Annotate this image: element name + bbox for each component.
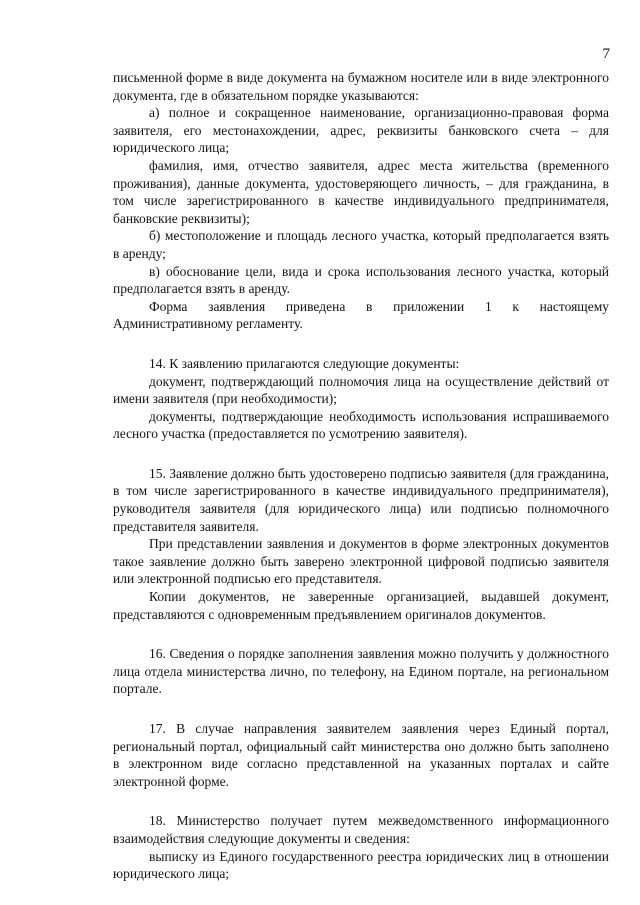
paragraph-citizen-details: фамилия, имя, отчество заявителя, адрес места жительства (временного проживания), данные документа, удостоверяющего личность, – для гражданина, в том числе зарегистрированного в качестве индивидуального предпринимателя, банковские реквизиты);: [113, 157, 609, 226]
document-body: [113, 69, 609, 883]
paragraph-copies-originals: Копии документов, не заверенные организацией, выдавшей документ, представляются с одновременным предъявлением оригиналов документов.: [113, 589, 609, 622]
paragraph-form-reference: Форма заявления приведена в приложении 1 к настоящему Административному регламенту.: [113, 298, 609, 332]
paragraph-authority-document: документ, подтверждающий полномочия лица на осуществление действий от имени заявителя (при необходимости);: [113, 373, 609, 407]
paragraph-item-a: а) полное и сокращенное наименование, организационно-правовая форма заявителя, его местонахождении, адрес, реквизиты банковского счета – для юридического лица;: [113, 105, 609, 156]
paragraph-section-14: 14. К заявлению прилагаются следующие документы:: [149, 355, 460, 371]
paragraph-item-b: б) местоположение и площадь лесного участка, который предполагается взять в аренду;: [113, 228, 609, 261]
paragraph-registry-extract: выписку из Единого государственного реестра юридических лиц в отношении юридического лица;: [113, 848, 609, 882]
page-number: 7: [602, 46, 610, 62]
paragraph-item-v: в) обоснование цели, вида и срока использования лесного участка, который предполагается взять в аренду.: [113, 263, 609, 297]
paragraph-section-18: 18. Министерство получает путем межведомственного информационного взаимодействия следующие документы и сведения:: [113, 813, 609, 846]
paragraph-section-15: 15. Заявление должно быть удостоверено подписью заявителя (для гражданина, в том числе зарегистрированного в качестве индивидуального предпринимателя), руководителя заявителя (для юридического лица) или подписью полномочного представителя заявителя.: [113, 465, 609, 534]
paragraph-necessity-documents: документы, подтверждающие необходимость использования испрашиваемого лесного участка (предоставляется по усмотрению заявителя).: [113, 408, 609, 442]
paragraph-section-17: 17. В случае направления заявителем заявления через Единый портал, региональный портал, официальный сайт министерства оно должно быть заполнено в электронном виде согласно представленной на указанных порталах и сайте электронной форме.: [113, 721, 609, 789]
paragraph-intro-continuation: письменной форме в виде документа на бумажном носителе или в виде электронного документа, где в обязательном порядке указываются:: [113, 70, 609, 103]
paragraph-electronic-signature: При представлении заявления и документов в форме электронных документов такое заявление должно быть заверено электронной цифровой подписью заявителя или электронной подписью его представителя.: [113, 536, 609, 587]
paragraph-section-16: 16. Сведения о порядке заполнения заявления можно получить у должностного лица отдела министерства лично, по телефону, на Едином портале, на региональном портале.: [113, 646, 609, 697]
